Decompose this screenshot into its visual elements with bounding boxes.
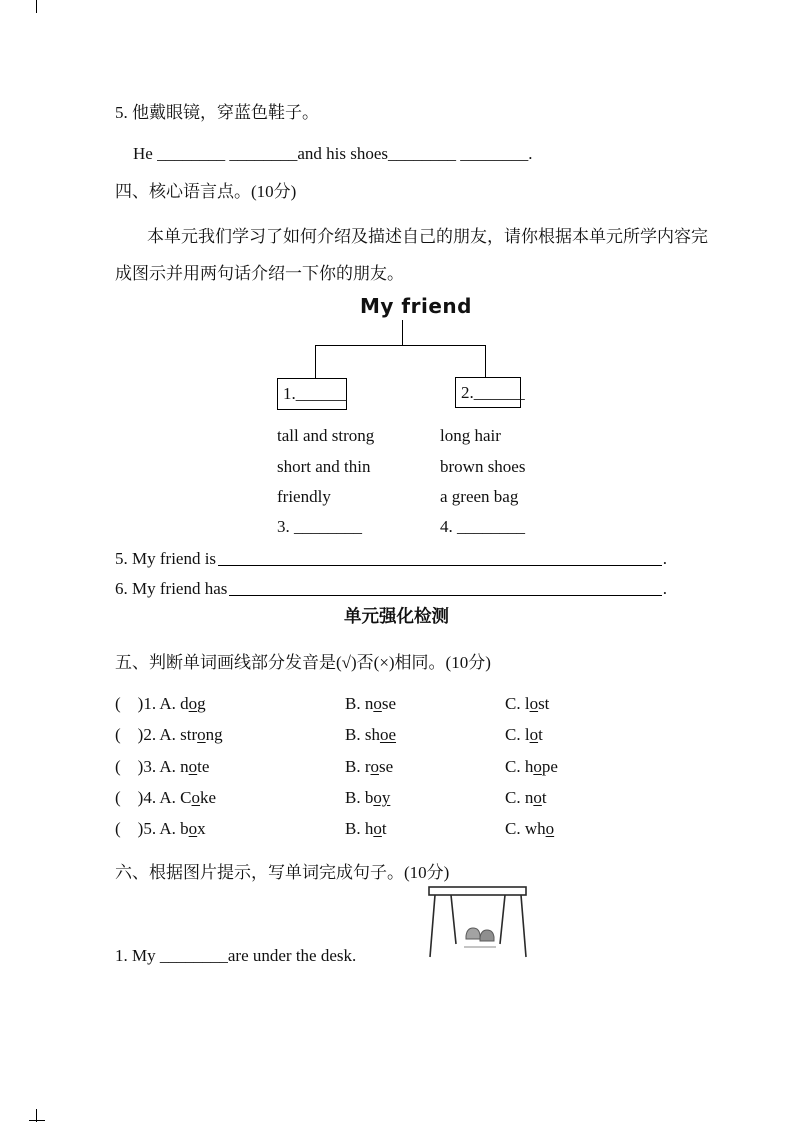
desk-leg-back-left <box>451 895 456 944</box>
row3-option-c: C. hope <box>505 757 558 776</box>
row1-option-a: ( )1. A. dog <box>115 694 206 713</box>
page-corner-mark-bottom-left-horizontal <box>29 1120 45 1121</box>
tree-box-1-label: 1.______ <box>283 384 347 403</box>
row2-option-c: C. lot <box>505 725 543 744</box>
pronunciation-row-1 <box>115 694 715 716</box>
section5-heading: 五、判断单词画线部分发音是(√)否(×)相同。(10分) <box>115 653 491 672</box>
tree-right-branch-line <box>485 345 486 378</box>
fill-sentence-6 <box>115 579 667 599</box>
row2-option-b: B. shoe <box>345 725 397 744</box>
pronunciation-row-3 <box>115 757 715 779</box>
fill-sentence-6-blank-line <box>229 579 661 596</box>
tree-box-1 <box>277 378 347 410</box>
pronunciation-row-2 <box>115 725 715 747</box>
fill-sentence-5-prefix: 5. My friend is <box>115 549 217 568</box>
desk-with-shoes-image <box>428 884 528 958</box>
pronunciation-row-4 <box>115 788 715 810</box>
row3-option-b: B. rose <box>345 757 394 776</box>
fill-sentence-5-period: . <box>662 549 667 568</box>
diagram-right-item-1: long hair <box>440 426 501 445</box>
diagram-title: My friend <box>360 294 472 318</box>
diagram-right-item-4: 4. ________ <box>440 517 525 536</box>
section4-paragraph-line2: 成图示并用两句话介绍一下你的朋友。 <box>115 264 404 283</box>
row5-option-b: B. hot <box>345 819 387 838</box>
fill-sentence-6-prefix: 6. My friend has <box>115 579 228 598</box>
item5-english-blanks: He ________ ________and his shoes________ ________. <box>133 144 533 163</box>
row4-option-b: B. boy <box>345 788 391 807</box>
shoes-illustration <box>464 928 496 947</box>
desk-leg-back-right <box>500 895 505 944</box>
row5-option-c: C. who <box>505 819 555 838</box>
section4-paragraph-line1: 本单元我们学习了如何介绍及描述自己的朋友，请你根据本单元所学内容完 <box>147 227 708 246</box>
tree-left-branch-line <box>315 345 316 378</box>
row4-option-c: C. not <box>505 788 547 807</box>
diagram-right-item-3: a green bag <box>440 487 519 506</box>
desk-top <box>429 887 526 895</box>
row2-option-a: ( )2. A. strong <box>115 725 223 744</box>
desk-leg-front-left <box>430 895 435 957</box>
tree-stem-line <box>402 320 403 345</box>
row1-option-c: C. lost <box>505 694 550 713</box>
section6-sentence-1: 1. My ________are under the desk. <box>115 946 357 965</box>
tree-box-2-label: 2.______ <box>461 382 525 402</box>
fill-sentence-6-period: . <box>662 579 667 598</box>
test-title: 单元强化检测 <box>344 606 449 626</box>
row3-option-a: ( )3. A. note <box>115 757 210 776</box>
row1-option-b: B. nose <box>345 694 397 713</box>
diagram-left-item-1: tall and strong <box>277 426 375 445</box>
pronunciation-row-5 <box>115 819 715 841</box>
tree-horizontal-line <box>315 345 486 346</box>
section6-heading: 六、根据图片提示，写单词完成句子。(10分) <box>115 863 450 882</box>
row5-option-a: ( )5. A. box <box>115 819 206 838</box>
fill-sentence-5-blank-line <box>218 549 662 566</box>
section4-heading: 四、核心语言点。(10分) <box>115 182 297 201</box>
row4-option-a: ( )4. A. Coke <box>115 788 217 807</box>
diagram-left-item-3: friendly <box>277 487 331 506</box>
item5-chinese-text: 5. 他戴眼镜，穿蓝色鞋子。 <box>115 103 319 122</box>
tree-box-2 <box>455 377 525 408</box>
fill-sentence-5 <box>115 549 667 569</box>
diagram-left-item-4: 3. ________ <box>277 517 362 536</box>
diagram-right-item-2: brown shoes <box>440 457 526 476</box>
diagram-left-item-2: short and thin <box>277 457 371 476</box>
page-corner-mark-top-left <box>36 0 37 13</box>
desk-leg-front-right <box>521 895 526 957</box>
